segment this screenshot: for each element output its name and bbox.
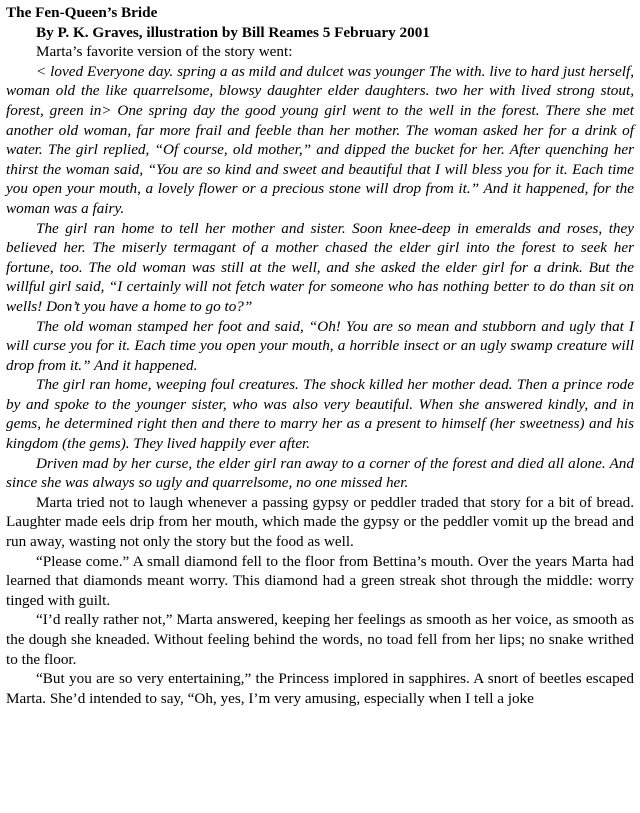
body-paragraph: Marta’s favorite version of the story went: bbox=[36, 43, 293, 61]
body-paragraph: The old woman stamped her foot and said, “Oh! You are so mean and stubborn and ugly that I will curse you for it. Each time you open your mouth, a horrible insect or an ugly swamp creature will drop from it.” And it happened. bbox=[6, 317, 634, 374]
body-paragraph: The girl ran home to tell her mother and sister. Soon knee-deep in emeralds and roses, they believed her. The miserly termagant of a mother chased the elder girl into the forest to seek her fortune, too. The old woman was still at the well, and she asked the elder girl for a drink. But the willful girl said, “I certainly will not fetch water for someone who has nothing better to do than sit on wells! Don’t you have a home to go to?” bbox=[6, 219, 634, 315]
story-title: The Fen-Queen’s Bride bbox=[6, 4, 158, 21]
body-paragraph: “But you are so very entertaining,” the Princess implored in sapphires. A snort of beetles escaped Marta. She’d intended to say, “Oh, yes, I’m very amusing, especially when I tell a joke bbox=[6, 670, 634, 707]
body-paragraph: < loved Everyone day. spring a as mild and dulcet was younger The with. live to hard just herself, woman old the like quarrelsome, blowsy daughter elder daughters. two her with lived strong stout, forest, green in> One spring day the good young girl went to the well in the forest. There she met another old woman, far more frail and feeble than her mother. The woman asked her for a drink of water. The girl replied, “Of course, old mother,” and dipped the bucket for her. After quenching her thirst the woman said, “You are so kind and sweet and beautiful that I will bless you for it. Each time you open your mouth, a lovely flower or a precious stone will drop from it.” And it happened, for the woman was a fairy. bbox=[6, 62, 634, 217]
body-paragraph: Driven mad by her curse, the elder girl ran away to a corner of the forest and died all alone. And since she was always so ugly and quarrelsome, no one missed her. bbox=[6, 454, 634, 492]
body-paragraph: Marta tried not to laugh whenever a passing gypsy or peddler traded that story for a bit of bread. Laughter made eels drip from her mouth, which made the gypsy or the peddler vomit up the bread and run away, wasting not only the story but the food as well. bbox=[6, 493, 634, 551]
body-paragraph: The girl ran home, weeping foul creatures. The shock killed her mother dead. Then a prince rode by and spoke to the younger sister, who was also very beautiful. When she answered kindly, and in gems, he determined right then and there to marry her as a present to himself (her sweetness) and his kingdom (the gems). They lived happily ever after. bbox=[6, 376, 634, 453]
story-body bbox=[6, 42, 634, 708]
body-paragraph: “Please come.” A small diamond fell to the floor from Bettina’s mouth. Over the years Marta had learned that diamonds meant worry. This diamond had a green streak shot through the middle: worry tinged with guilt. bbox=[6, 552, 634, 609]
body-paragraph: “I’d really rather not,” Marta answered, keeping her feelings as smooth as her voice, as smooth as the dough she kneaded. Without feeling behind the words, no toad fell from her lips; no snake writhed to the floor. bbox=[6, 611, 634, 668]
document-page bbox=[6, 0, 634, 708]
story-byline: By P. K. Graves, illustration by Bill Reames 5 February 2001 bbox=[36, 23, 430, 41]
